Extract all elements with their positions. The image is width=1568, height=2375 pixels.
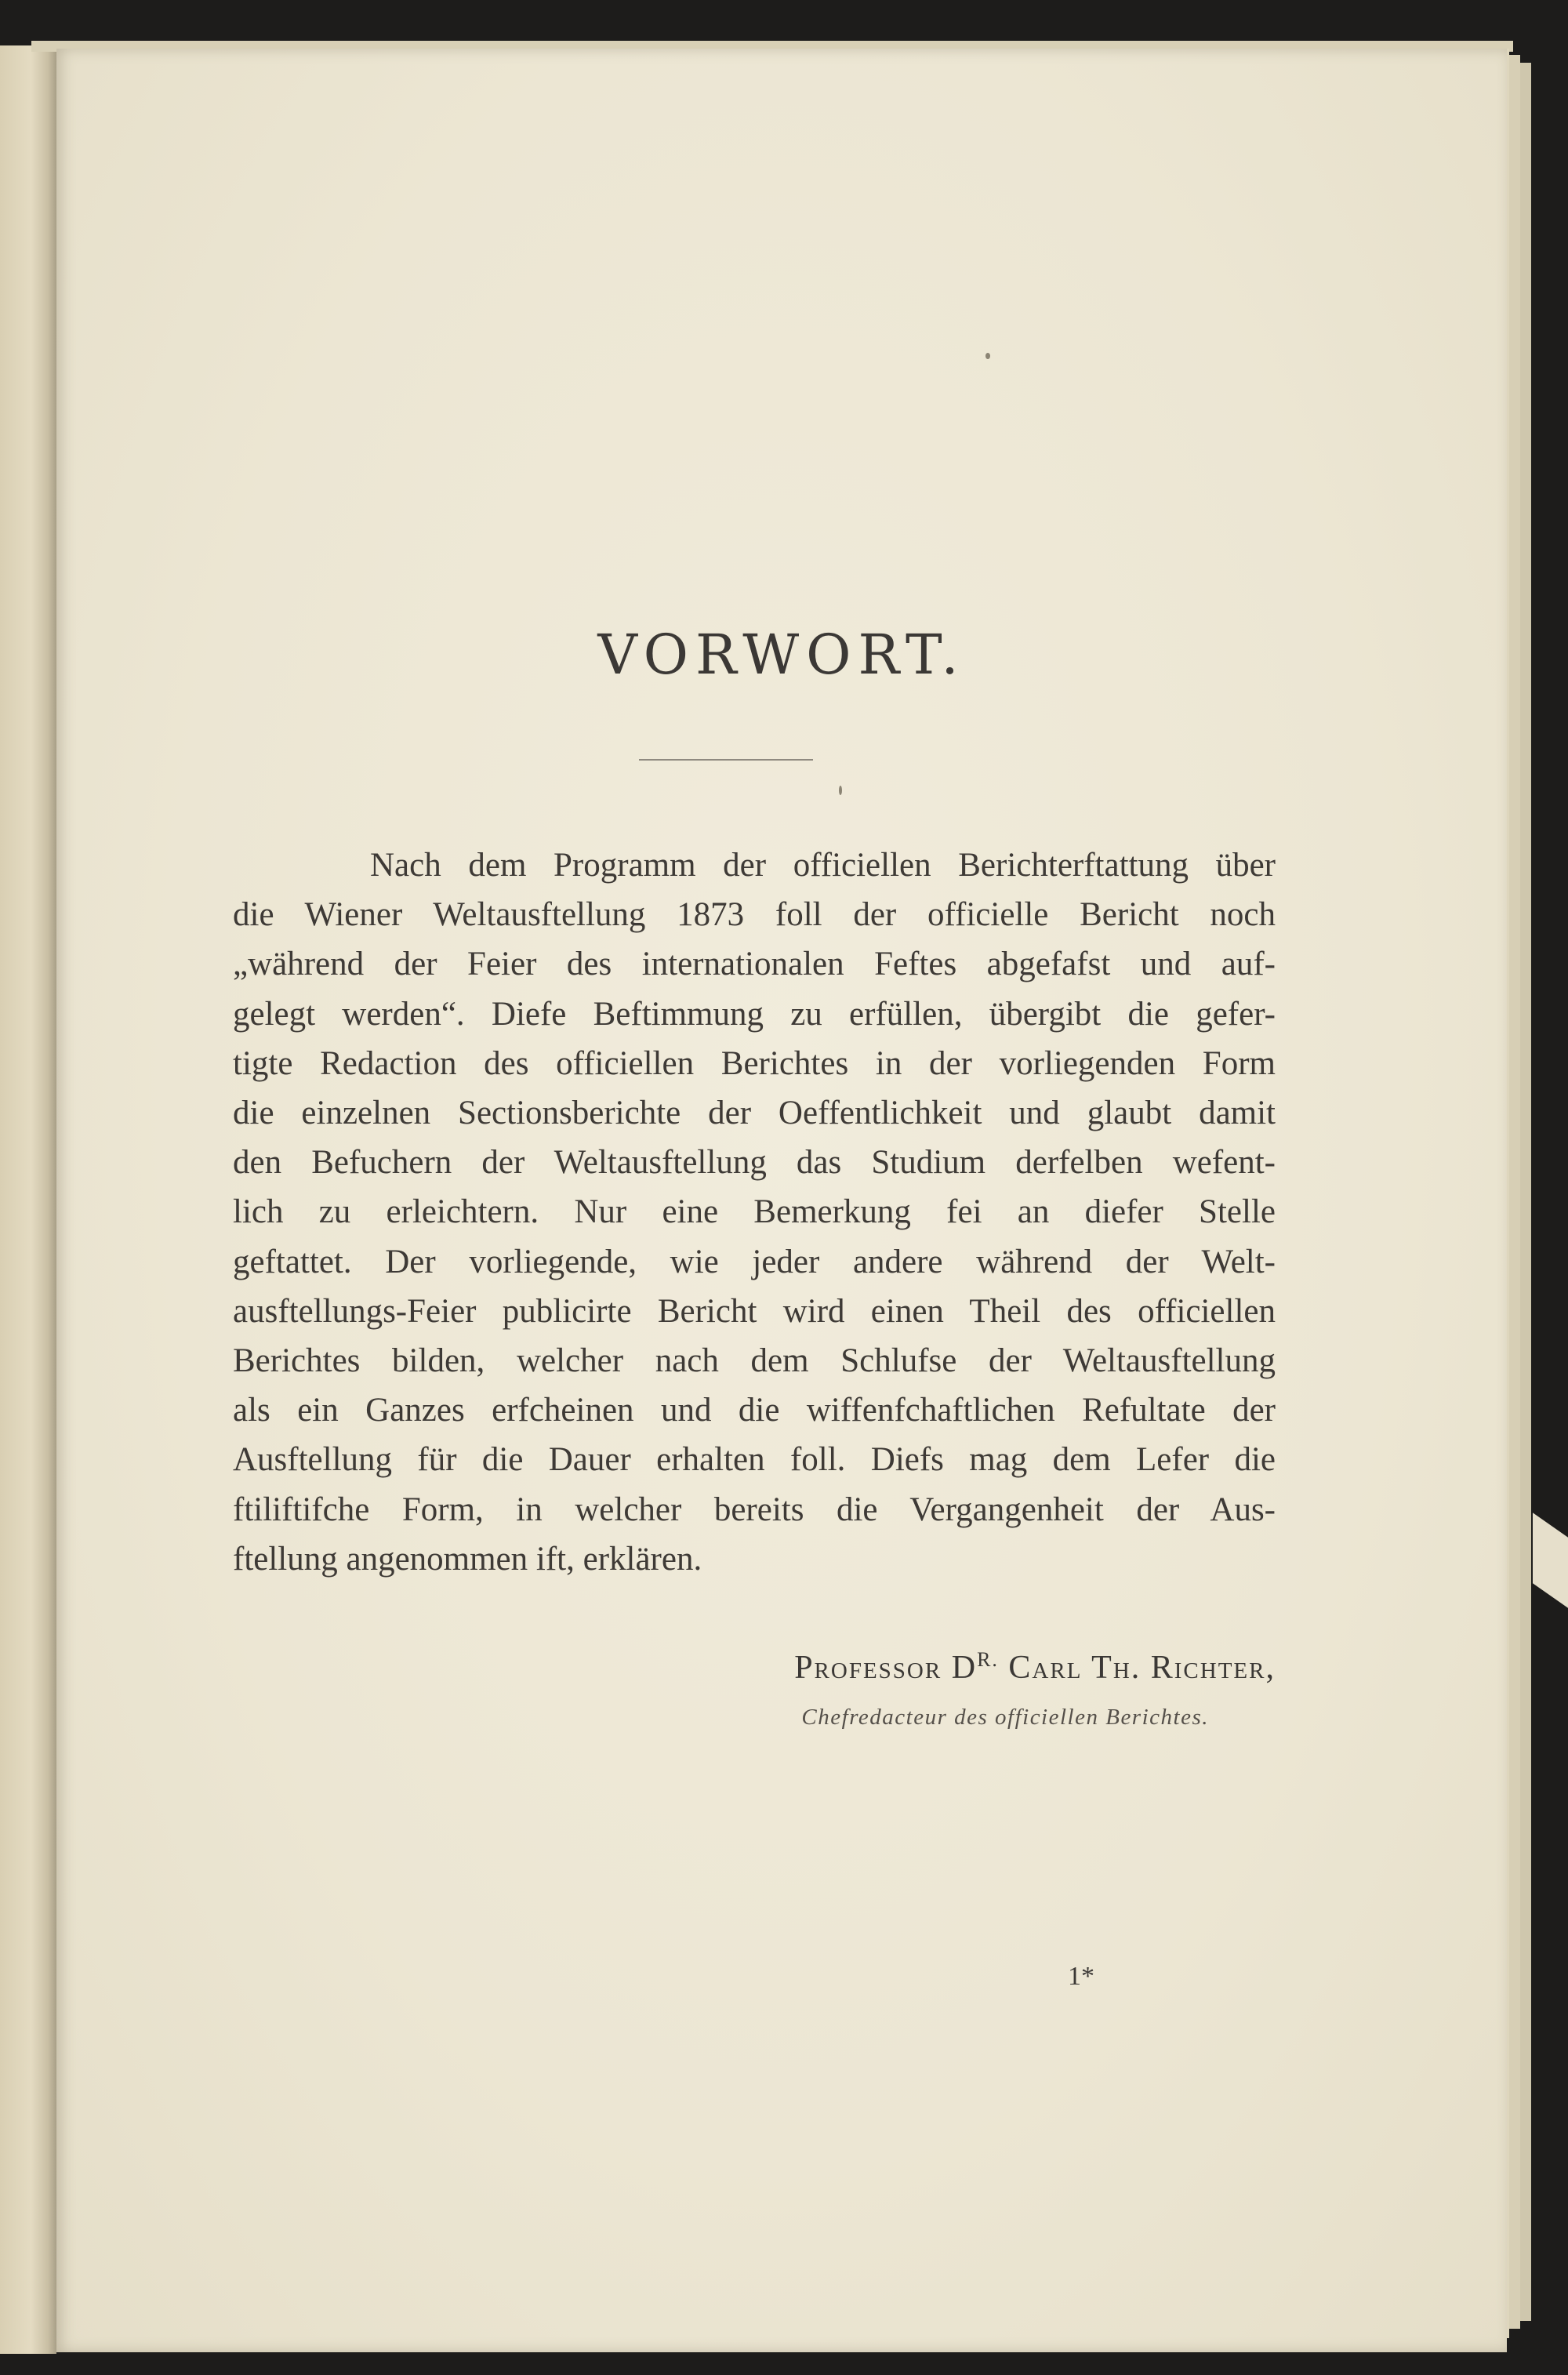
text-line: Berichtes bilden, welcher nach dem Schlufse der Weltausftellung <box>233 1342 1276 1380</box>
signature-prefix: Professor D <box>794 1650 978 1686</box>
signature-name: Carl Th. Richter, <box>998 1650 1276 1686</box>
text-line: „während der Feier des internationalen Feftes abgefafst und auf- <box>233 946 1276 983</box>
page-stack-edge <box>1519 63 1531 2321</box>
text-line: den Befuchern der Weltausftellung das Studium derfelben wefent- <box>233 1144 1276 1182</box>
bookmark-ribbon <box>1533 1513 1568 1608</box>
text-line: Nach dem Programm der officiellen Berichterftattung über <box>370 847 1276 884</box>
preface-paragraph <box>233 841 1276 1584</box>
page-stack-edge <box>1508 55 1520 2329</box>
title-divider <box>639 759 813 761</box>
paper-speck <box>839 786 842 795</box>
paper-speck <box>985 353 990 359</box>
text-line: tigte Redaction des officiellen Berichtes in der vorliegenden Form <box>233 1044 1276 1082</box>
text-line: lich zu erleichtern. Nur eine Bemerkung fei an diefer Stelle <box>233 1193 1276 1231</box>
signature-line <box>684 1648 1276 1687</box>
page-number: 1* <box>1068 1962 1094 1991</box>
text-line: Ausftellung für die Dauer erhalten foll. Diefs mag dem Lefer die <box>233 1441 1276 1479</box>
text-line: ftellung angenommen ift, erklären. <box>233 1540 702 1578</box>
text-line: gelegt werden“. Diefe Beftimmung zu erfüllen, übergibt die gefer- <box>233 995 1276 1033</box>
text-line: geftattet. Der vorliegende, wie jeder andere während der Welt- <box>233 1243 1276 1280</box>
text-line: die einzelnen Sectionsberichte der Oeffentlichkeit und glaubt damit <box>233 1095 1276 1132</box>
text-line: als ein Ganzes erfcheinen und die wiffenfchaftlichen Refultate der <box>233 1392 1276 1429</box>
text-line: ftiliftifche Form, in welcher bereits die Vergangenheit der Aus- <box>233 1491 1276 1528</box>
book-page <box>56 49 1507 2352</box>
page-title: VORWORT. <box>597 623 966 687</box>
text-line: ausftellungs-Feier publicirte Bericht wird einen Theil des officiellen <box>233 1292 1276 1330</box>
signature-superscript: R. <box>977 1648 999 1671</box>
signature-role: Chefredacteur des officiellen Berichtes. <box>801 1705 1209 1730</box>
text-line: die Wiener Weltausftellung 1873 foll der officielle Bericht noch <box>233 896 1276 934</box>
facing-page-edge <box>0 45 56 2354</box>
